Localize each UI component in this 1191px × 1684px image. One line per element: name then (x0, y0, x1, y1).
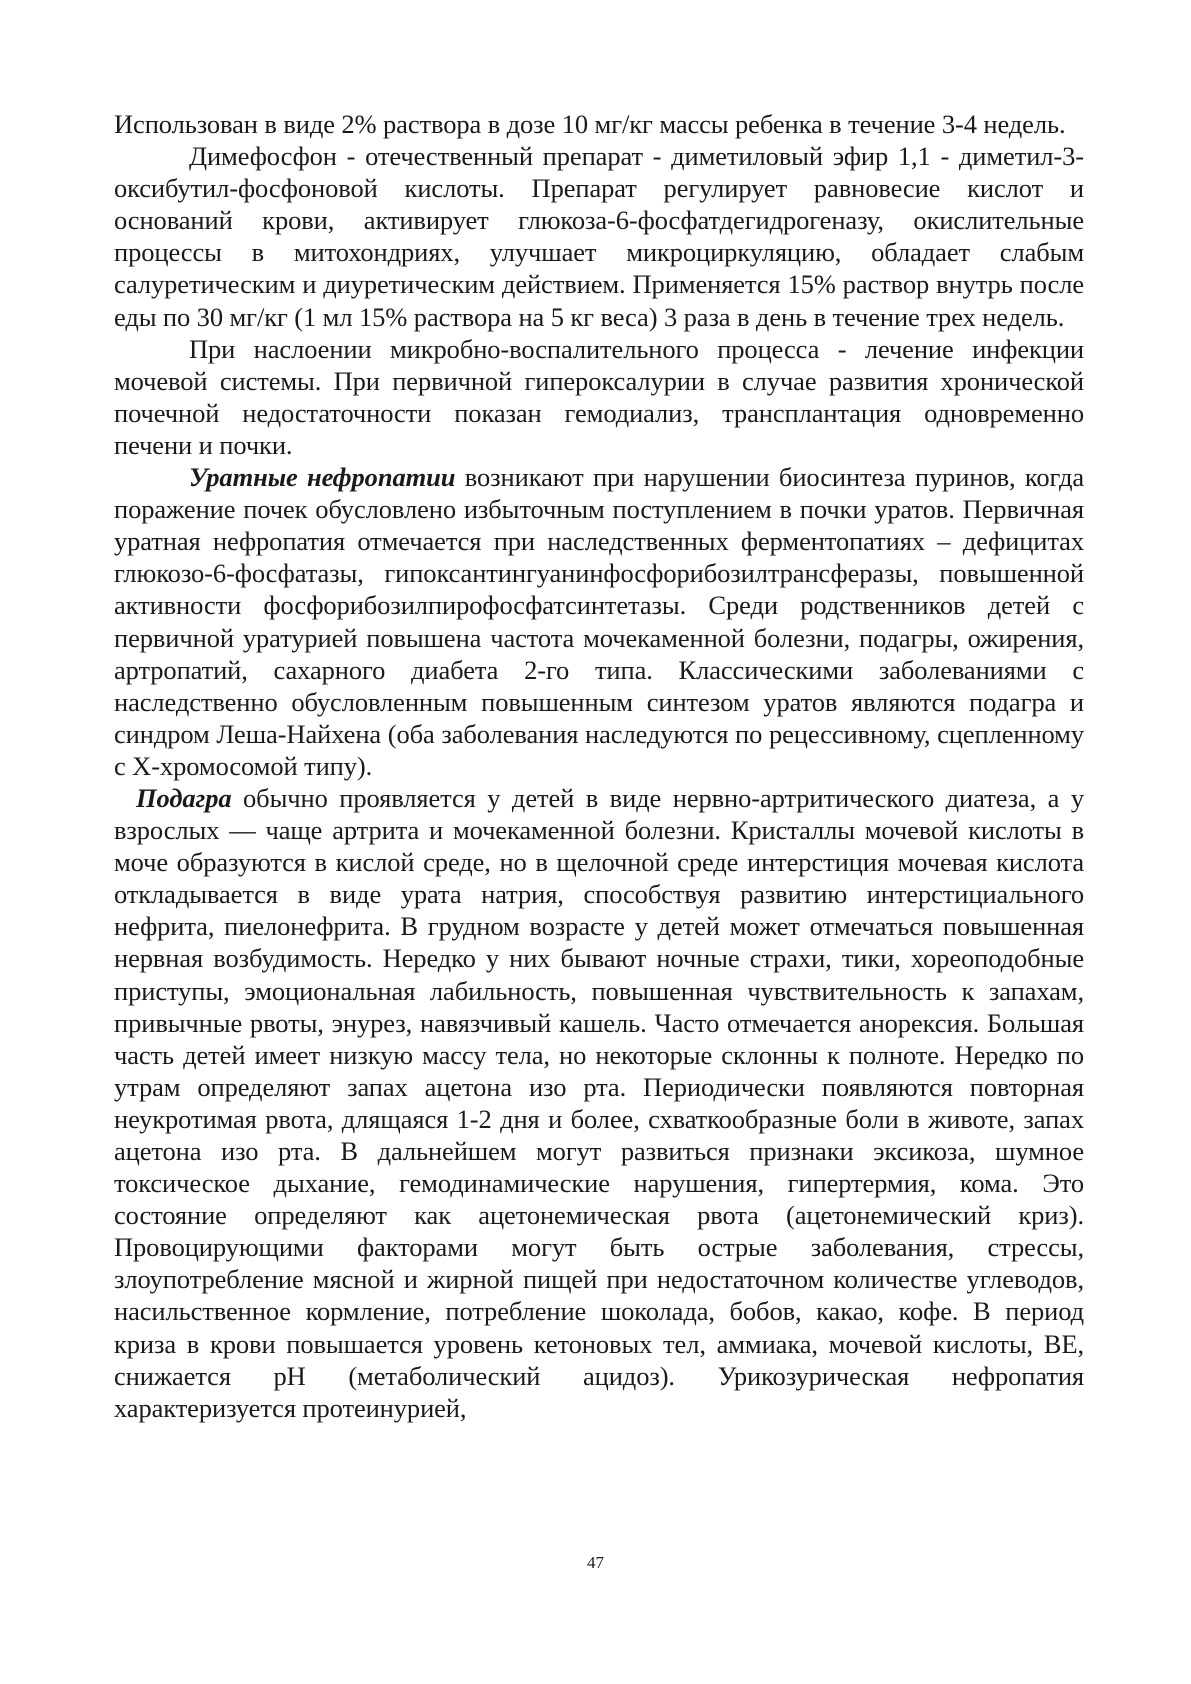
paragraph-urate-nephropathy-text: возникают при нарушении биосинтеза пуринов, когда поражение почек обусловлено избыточным поступлением в почки уратов. Первичная уратная нефропатия отмечается при наследственных ферментопатиях – дефицитах глюкозо-6-фосфатазы, гипоксантингуанинфосфорибозилтрансферазы, повышенной активности фосфорибозилпирофосфатсинтетазы. Среди родственников детей с первичной уратурией повышена частота мочекаменной болезни, подагры, ожирения, артропатий, сахарного диабета 2-го типа. Классическими заболеваниями с наследственно обусловленным повышенным синтезом уратов являются подагра и синдром Леша-Найхена (оба заболевания наследуются по рецессивному, сцепленному с Х-хромосомой типу). (114, 462, 1084, 781)
page-number: 47 (587, 1553, 604, 1572)
term-urate-nephropathy: Уратные нефропатии (189, 462, 456, 493)
paragraph-gout (114, 782, 1084, 1424)
page-body (114, 108, 1084, 1424)
paragraph-infection-treatment: При наслоении микробно-воспалительного процесса - лечение инфекции мочевой системы. При первичной гипероксалурии в случае развития хронической почечной недостаточности показан гемодиализ, трансплантация одновременно печени и почки. (114, 333, 1084, 460)
paragraph-gout-text: обычно проявляется у детей в виде нервно-артритического диатеза, а у взрослых — чаще артрита и мочекаменной болезни. Кристаллы мочевой кислоты в моче образуются в кислой среде, но в щелочной среде интерстиция мочевая кислота откладывается в виде урата натрия, способствуя развитию интерстициального нефрита, пиелонефрита. В грудном возрасте у детей может отмечаться повышенная нервная возбудимость. Нередко у них бывают ночные страхи, тики, хореоподобные приступы, эмоциональная лабильность, повышенная чувствительность к запахам, привычные рвоты, энурез, навязчивый кашель. Часто отмечается анорексия. Большая часть детей имеет низкую массу тела, но некоторые склонны к полноте. Нередко по утрам определяют запах ацетона изо рта. Периодически появляются повторная неукротимая рвота, длящаяся 1-2 дня и более, схваткообразные боли в животе, запах ацетона изо рта. В дальнейшем могут развиться признаки эксикоза, шумное токсическое дыхание, гемодинамические нарушения, гипертермия, кома. Это состояние определяют как ацетонемическая рвота (ацетонемический криз). Провоцирующими факторами могут быть острые заболевания, стрессы, злоупотребление мясной и жирной пищей при недостаточном количестве углеводов, насильственное кормление, потребление шоколада, бобов, какао, кофе. В период криза в крови повышается уровень кетоновых тел, аммиака, мочевой кислоты, ВЕ, снижается рН (метаболический ацидоз). Урикозурическая нефропатия характеризуется протеинурией, (114, 782, 1084, 1423)
paragraph-urate-nephropathy (114, 461, 1084, 782)
paragraph-dosage-continuation: Использован в виде 2% раствора в дозе 10 мг/кг массы ребенка в течение 3-4 недель. (114, 109, 1066, 139)
term-gout: Подагра (136, 782, 232, 813)
paragraph-dimephosphone: Димефосфон - отечественный препарат - диметиловый эфир 1,1 - диметил-3-оксибутил-фосфоновой кислоты. Препарат регулирует равновесие кислот и оснований крови, активирует глюкоза-6-фосфатдегидрогеназу, окислительные процессы в митохондриях, улучшает микроциркуляцию, обладает слабым салуретическим и диуретическим действием. Применяется 15% раствор внутрь после еды по 30 мг/кг (1 мл 15% раствора на 5 кг веса) 3 раза в день в течение трех недель. (114, 141, 1084, 332)
